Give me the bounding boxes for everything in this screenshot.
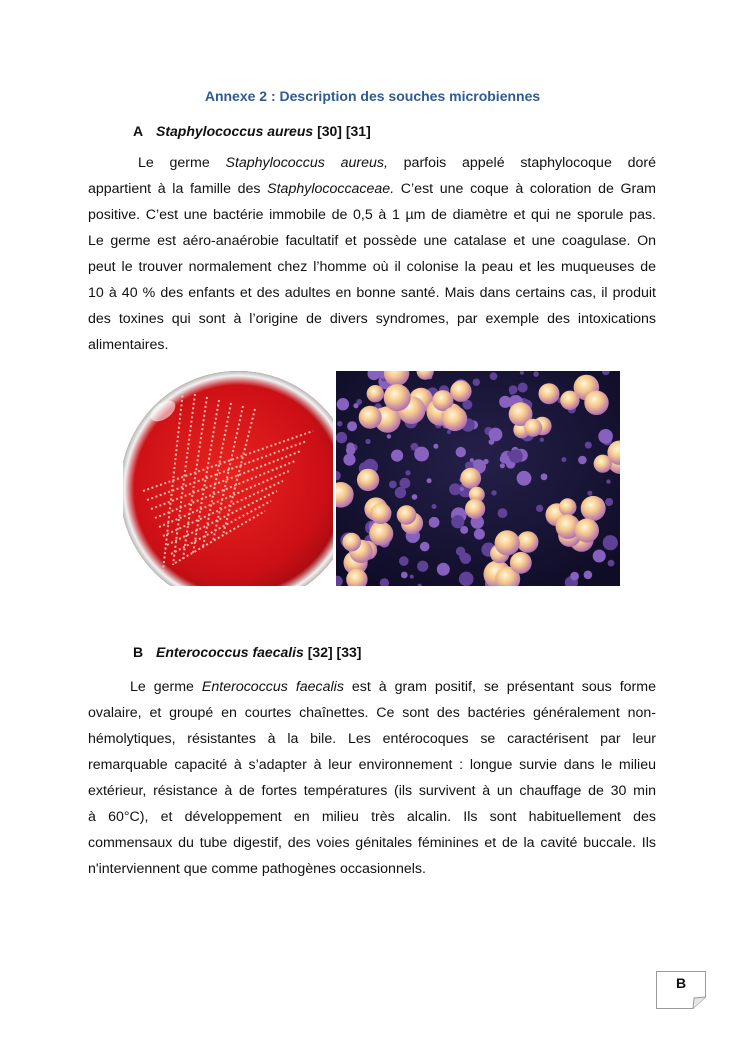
section-b-organism: Enterococcus faecalis bbox=[156, 644, 304, 660]
text-run: des toxines qui sont à l’origine de divers syndromes, par exemple des intoxications bbox=[88, 311, 656, 327]
section-a-letter: A bbox=[133, 123, 144, 139]
section-a-refs: [30] [31] bbox=[317, 123, 371, 139]
text-run: peut le trouver normalement chez l’homme où il colonise la peau et les muqueuses de bbox=[88, 259, 656, 275]
paragraph-line bbox=[88, 726, 656, 752]
paragraph-line bbox=[88, 228, 656, 254]
paragraph-line bbox=[88, 700, 656, 726]
text-run: appartient à la famille des bbox=[88, 181, 268, 197]
text-run: Le germe bbox=[138, 155, 226, 171]
paragraph-line bbox=[88, 778, 656, 804]
paragraph-line bbox=[88, 804, 656, 830]
paragraph-line bbox=[88, 752, 656, 778]
paragraph-line bbox=[88, 254, 656, 280]
text-run: positive. C’est une bactérie immobile de 0,5 à 1 µm de diamètre et qui ne sporule pas. bbox=[88, 207, 656, 223]
text-run: 10 à 40 % des enfants et des adultes en bonne santé. Mais dans certains cas, il produit bbox=[88, 285, 656, 301]
section-a-heading bbox=[133, 123, 371, 139]
paragraph-line bbox=[88, 306, 656, 332]
paragraph-line bbox=[88, 332, 656, 358]
figure-images bbox=[123, 371, 620, 586]
petri-dish-image bbox=[123, 371, 333, 586]
organism-name: Staphylococcus aureus, bbox=[225, 155, 388, 171]
text-run: extérieur, résistance à de fortes températures (ils survivent à un chauffage de 30 min bbox=[88, 783, 656, 799]
organism-name: Staphylococcaceae. bbox=[267, 181, 395, 197]
text-run: hémolytiques, résistantes à la bile. Les entérocoques se caractérisent par leur bbox=[88, 731, 656, 747]
text-run: Le germe est aéro-anaérobie facultatif et possède une catalase et une coagulase. On bbox=[88, 233, 656, 249]
paragraph-line bbox=[88, 674, 656, 700]
text-run: alimentaires. bbox=[88, 337, 169, 353]
paragraph-line bbox=[88, 856, 656, 882]
text-run: ovalaire, et groupé en courtes chaînettes. Ce sont des bactéries généralement non- bbox=[88, 705, 656, 721]
paragraph-line bbox=[88, 176, 656, 202]
text-run: C’est une coque à coloration de Gram bbox=[394, 181, 656, 197]
paragraph-line bbox=[88, 280, 656, 306]
section-a-paragraph bbox=[88, 150, 656, 358]
text-run: n'interviennent que comme pathogènes occasionnels. bbox=[88, 861, 426, 877]
paragraph-line bbox=[88, 830, 656, 856]
text-run: à 60°C), et développement en milieu très alcalin. Ils sont habituellement des bbox=[88, 809, 656, 825]
text-run: remarquable capacité à s’adapter à leur environnement : longue survie dans le milieu bbox=[88, 757, 656, 773]
text-run: est à gram positif, se présentant sous forme bbox=[343, 679, 656, 695]
text-run: commensaux du tube digestif, des voies génitales féminines et de la cavité buccale. Ils bbox=[88, 835, 656, 851]
text-run: parfois appelé staphylocoque doré bbox=[387, 155, 656, 171]
section-b-letter: B bbox=[133, 644, 144, 660]
text-run: Le germe bbox=[130, 679, 202, 695]
section-b-heading bbox=[133, 644, 361, 660]
page-number-badge bbox=[656, 971, 706, 1009]
paragraph-line bbox=[88, 202, 656, 228]
annex-title: Annexe 2 : Description des souches microbiennes bbox=[204, 88, 541, 104]
section-b-refs: [32] [33] bbox=[307, 644, 362, 660]
electron-micrograph-image bbox=[336, 371, 620, 586]
page-number: B bbox=[675, 975, 687, 991]
section-b-paragraph bbox=[88, 674, 656, 882]
section-a-organism: Staphylococcus aureus bbox=[156, 123, 314, 139]
paragraph-line bbox=[88, 150, 656, 176]
organism-name: Enterococcus faecalis bbox=[201, 679, 344, 695]
